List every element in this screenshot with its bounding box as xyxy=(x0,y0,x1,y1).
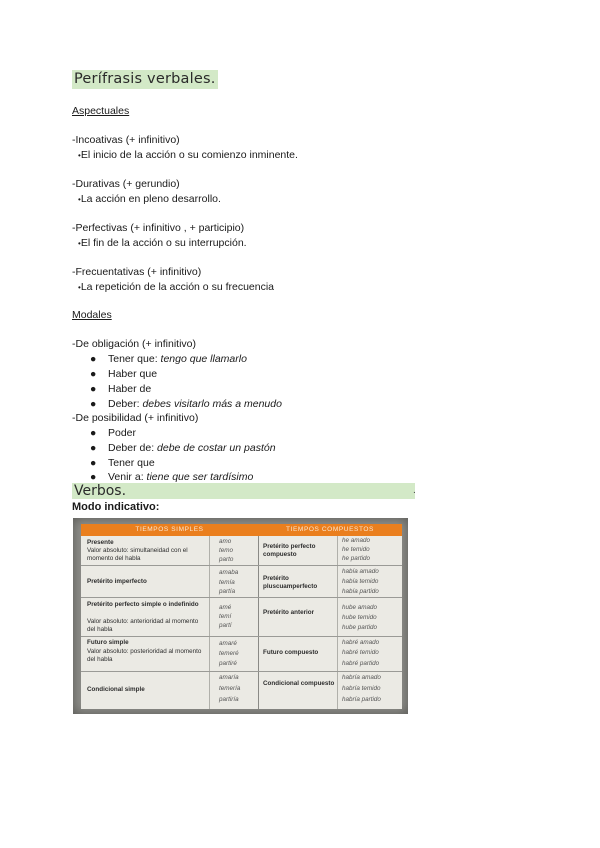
list-item: ● Haber de xyxy=(90,383,152,395)
table-cell: Valor absoluto: simultaneidad con el momento del habla xyxy=(87,547,188,563)
table-cell: hube temido xyxy=(342,614,377,621)
table-rule xyxy=(258,636,402,637)
table-cell: he amado xyxy=(342,537,371,544)
table-divider xyxy=(258,536,259,709)
verbos-title: Verbos. xyxy=(74,483,127,499)
incoativas-head: -Incoativas (+ infinitivo) xyxy=(72,134,180,146)
obligacion-head: -De obligación (+ infinitivo) xyxy=(72,338,197,350)
table-rule xyxy=(81,597,258,598)
list-item: ● Haber que xyxy=(90,368,158,380)
bullet-icon: • xyxy=(78,195,81,204)
table-cell: temí xyxy=(219,613,232,620)
table-rule xyxy=(81,671,258,672)
table-header-simple: TIEMPOS SIMPLES xyxy=(81,524,258,536)
table-cell: amaré xyxy=(219,640,237,647)
table-cell: habría temido xyxy=(342,685,381,692)
table-cell: temo xyxy=(219,547,233,554)
table-cell: Pretérito imperfecto xyxy=(87,578,147,585)
table-cell: Valor absoluto: posterioridad al momento del habla xyxy=(87,648,202,664)
durativas-desc: •La acción en pleno desarrollo. xyxy=(78,193,221,205)
modales-heading: Modales xyxy=(72,309,112,321)
aspectuales-heading: Aspectuales xyxy=(72,105,130,117)
list-item: ● Deber: debes visitarlo más a menudo xyxy=(90,398,282,410)
table-cell: hube amado xyxy=(342,604,378,611)
conjugation-table-photo xyxy=(73,518,408,714)
table-cell: había partido xyxy=(342,588,379,595)
table-cell: habré temido xyxy=(342,649,379,656)
table-cell: Condicional simple xyxy=(87,686,145,693)
perfectivas-desc: •El fin de la acción o su interrupción. xyxy=(78,237,247,249)
table-cell: habría amado xyxy=(342,674,381,681)
table-cell: habría partido xyxy=(342,696,381,703)
list-item: ● Tener que: tengo que llamarlo xyxy=(90,353,247,365)
table-cell: Pretérito anterior xyxy=(263,609,315,616)
list-item: ● Tener que xyxy=(90,457,155,469)
posibilidad-head: -De posibilidad (+ infinitivo) xyxy=(72,412,199,424)
table-cell: partiré xyxy=(219,660,237,667)
table-cell: Pretérito perfecto simple o indefinido xyxy=(87,601,199,608)
table-rule xyxy=(258,671,402,672)
table-cell: temería xyxy=(219,685,241,692)
list-item: ● Venir a: tiene que ser tardísimo xyxy=(90,471,254,483)
table-cell: partía xyxy=(219,588,236,595)
bullet-icon: • xyxy=(78,283,81,292)
table-rule xyxy=(81,636,258,637)
table-cell: Condicional compuesto xyxy=(263,680,335,687)
perfectivas-head: -Perfectivas (+ infinitivo , + participio) xyxy=(72,222,245,234)
table-cell: he partido xyxy=(342,555,371,562)
doc-title: Perífrasis verbales. xyxy=(74,71,216,87)
table-header-compound: TIEMPOS COMPUESTOS xyxy=(258,524,402,536)
table-cell: había temido xyxy=(342,578,379,585)
table-rule xyxy=(258,565,402,566)
table-cell: parto xyxy=(219,556,234,563)
table-cell: amo xyxy=(219,538,232,545)
modo-indicativo-heading: Modo indicativo: xyxy=(72,501,160,513)
bullet-icon: • xyxy=(78,151,81,160)
table-cell: amé xyxy=(219,604,232,611)
table-cell: habré amado xyxy=(342,639,380,646)
table-divider xyxy=(209,536,210,709)
table-cell: temeré xyxy=(219,650,239,657)
table-cell: Valor absoluto: anterioridad al momento del habla xyxy=(87,618,199,634)
table-cell: habré partido xyxy=(342,660,380,667)
table-cell: he temido xyxy=(342,546,370,553)
durativas-head: -Durativas (+ gerundio) xyxy=(72,178,180,190)
table-rule xyxy=(258,597,402,598)
table-cell: amaría xyxy=(219,674,239,681)
list-item: ● Deber de: debe de costar un pastón xyxy=(90,442,276,454)
table-cell: Pretérito perfecto compuesto xyxy=(263,543,316,559)
bullet-icon: • xyxy=(78,239,81,248)
incoativas-desc: •El inicio de la acción o su comienzo inminente. xyxy=(78,149,298,161)
table-rule xyxy=(81,565,258,566)
table-cell: hube partido xyxy=(342,624,378,631)
conjugation-table xyxy=(81,524,402,709)
frecuentativas-head: -Frecuentativas (+ infinitivo) xyxy=(72,266,202,278)
table-cell: temía xyxy=(219,579,235,586)
frecuentativas-desc: •La repetición de la acción o su frecuencia xyxy=(78,281,275,293)
table-cell: Futuro simple xyxy=(87,639,129,646)
table-cell: partiría xyxy=(219,696,239,703)
table-cell: había amado xyxy=(342,568,379,575)
table-cell: Futuro compuesto xyxy=(263,649,319,656)
table-cell: Presente xyxy=(87,539,114,546)
table-divider xyxy=(337,536,338,709)
table-cell: amaba xyxy=(219,569,239,576)
table-cell: Pretérito pluscuamperfecto xyxy=(263,575,318,591)
list-item: ● Poder xyxy=(90,427,137,439)
verbos-dot: . xyxy=(413,485,416,496)
table-cell: partí xyxy=(219,622,232,629)
